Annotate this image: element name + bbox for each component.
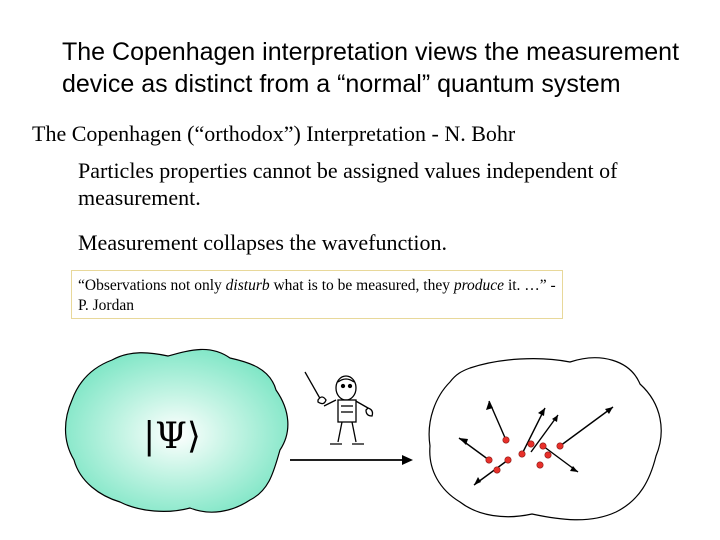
particle: [503, 437, 509, 443]
jordan-quote-box: [71, 270, 563, 319]
slide-title: The Copenhagen interpretation views the measurement device as distinct from a “normal” quantum system: [62, 38, 680, 98]
quote-emphasis-produce: produce: [453, 277, 505, 294]
particle: [494, 467, 500, 473]
measurement-arrow: [290, 455, 413, 465]
particle: [537, 462, 543, 468]
wavefunction-symbol: |Ψ⟩: [143, 416, 201, 457]
observer-figure: [305, 372, 373, 444]
particle: [519, 451, 525, 457]
bullet-collapse: Measurement collapses the wavefunction.: [78, 230, 447, 255]
particle: [545, 452, 551, 458]
quote-text-2: what is to be measured, they: [269, 277, 454, 294]
measurement-figure: [0, 340, 720, 540]
particle: [540, 443, 546, 449]
particle: [505, 457, 511, 463]
quote-text-3: it. …” - P. Jordan: [78, 277, 556, 314]
bullet-properties: Particles properties cannot be assigned values independent of measurement.: [78, 158, 618, 210]
particle: [528, 441, 534, 447]
particle: [557, 443, 563, 449]
quote-text-1: “Observations not only: [78, 277, 226, 294]
quote-emphasis-disturb: disturb: [225, 277, 270, 294]
section-heading: The Copenhagen (“orthodox”) Interpretation - N. Bohr: [32, 121, 516, 146]
particle: [486, 457, 492, 463]
